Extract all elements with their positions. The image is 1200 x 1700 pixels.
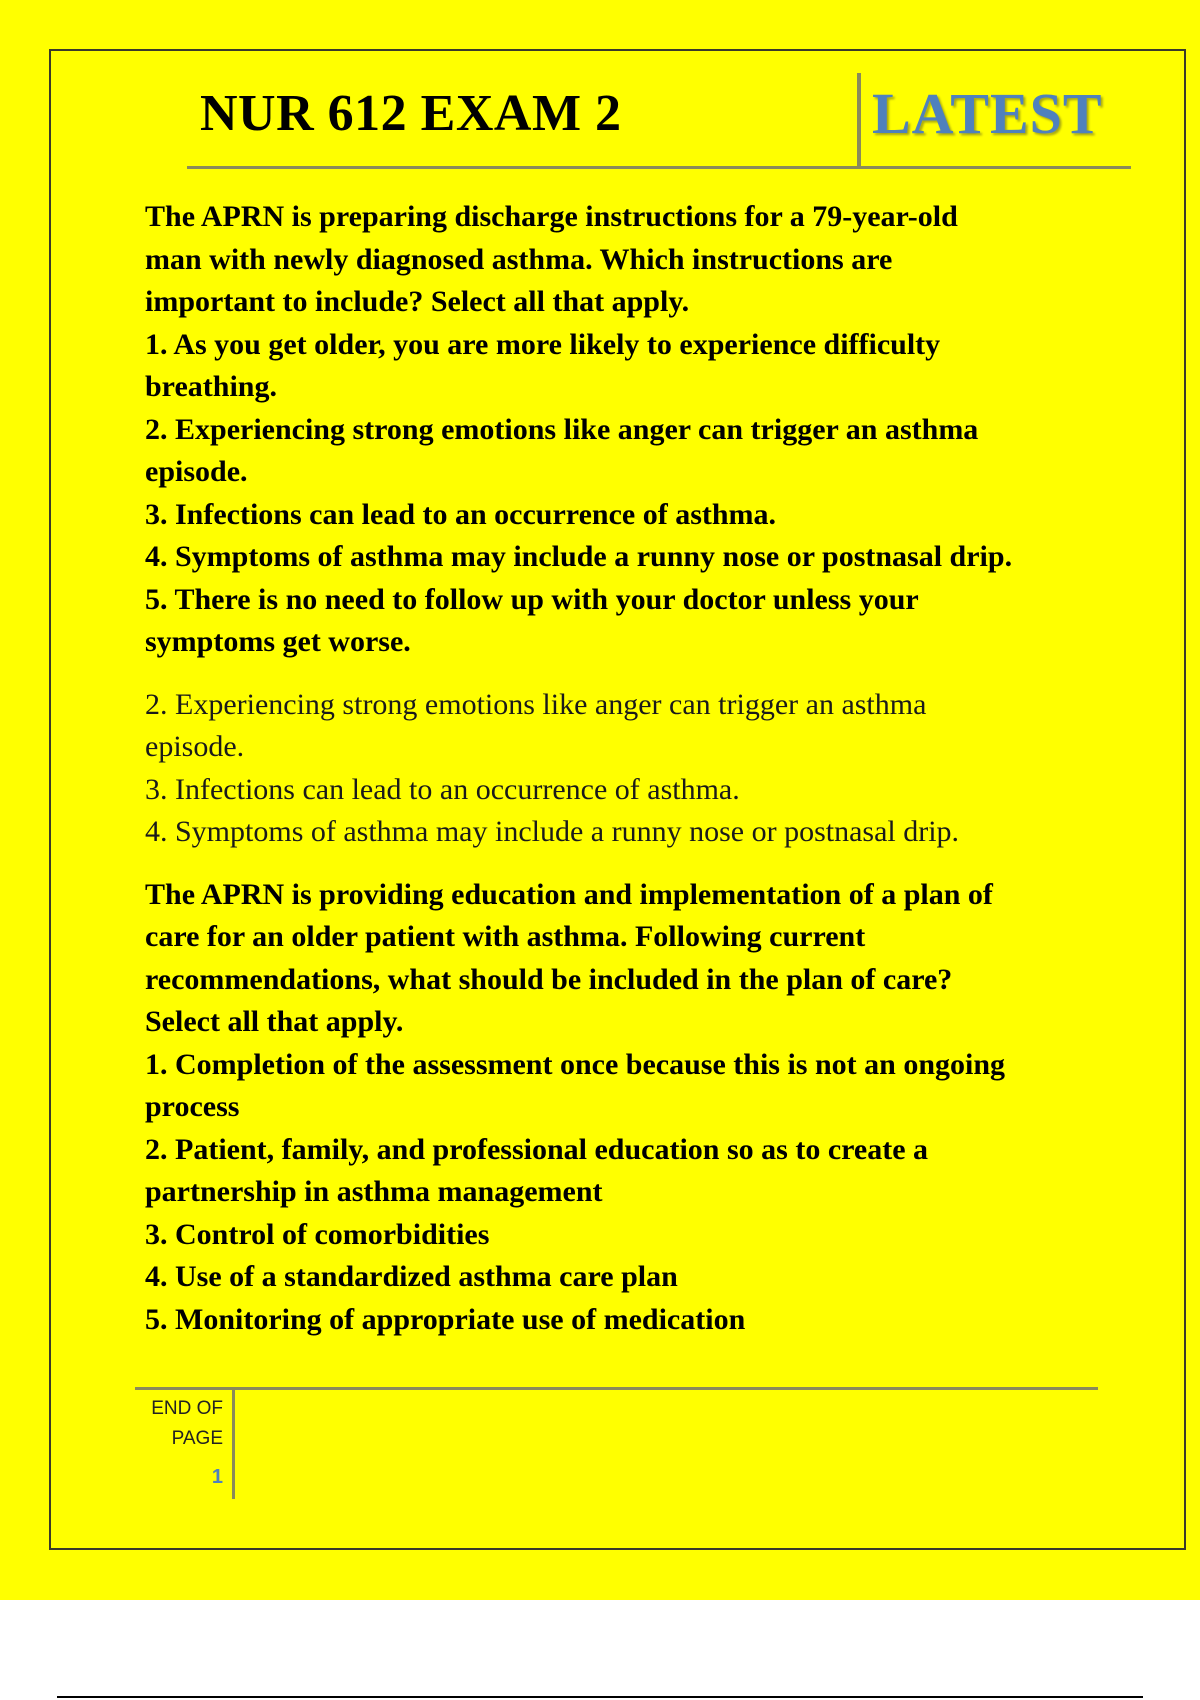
footer-divider xyxy=(232,1389,235,1499)
question-2-option-2: 2. Patient, family, and professional education so as to create a xyxy=(145,1132,929,1166)
question-1-option-5-cont: symptoms get worse. xyxy=(145,625,411,658)
title-underline xyxy=(187,166,1131,169)
question-2 xyxy=(145,874,1105,1342)
answer-3: 3. Infections can lead to an occurrence of asthma. xyxy=(145,772,740,806)
question-1-stem-line: The APRN is preparing discharge instructions for a 79-year-old xyxy=(145,200,958,233)
answer-2: 2. Experiencing strong emotions like anger can trigger an asthma xyxy=(145,687,927,721)
question-2-option-4: 4. Use of a standardized asthma care plan xyxy=(145,1260,678,1293)
question-1-option-3: 3. Infections can lead to an occurrence of asthma. xyxy=(145,497,777,531)
page-footer xyxy=(135,1394,223,1492)
question-2-option-1-cont: process xyxy=(145,1090,240,1123)
question-1-option-5: 5. There is no need to follow up with your doctor unless your xyxy=(145,582,919,616)
question-1 xyxy=(145,196,1105,664)
question-1-option-2-cont: episode. xyxy=(145,455,248,488)
question-1-stem-line: important to include? Select all that apply. xyxy=(145,285,690,318)
question-2-option-5: 5. Monitoring of appropriate use of medication xyxy=(145,1302,746,1336)
question-2-stem-line: Select all that apply. xyxy=(145,1005,404,1038)
question-2-option-2-cont: partnership in asthma management xyxy=(145,1175,603,1208)
question-1-option-1-cont: breathing. xyxy=(145,370,277,403)
question-2-stem-line: recommendations, what should be included in the plan of care? xyxy=(145,962,953,996)
question-1-option-1: 1. As you get older, you are more likely to experience difficulty xyxy=(145,327,941,361)
question-2-option-3: 3. Control of comorbidities xyxy=(145,1217,490,1251)
answer-4: 4. Symptoms of asthma may include a runny nose or postnasal drip. xyxy=(145,815,960,848)
page-title: NUR 612 EXAM 2 xyxy=(200,85,622,142)
question-1-option-4: 4. Symptoms of asthma may include a runny nose or postnasal drip. xyxy=(145,540,1013,573)
question-2-stem-line: care for an older patient with asthma. Following current xyxy=(145,920,866,953)
title-divider xyxy=(857,73,861,168)
question-1-stem-line: man with newly diagnosed asthma. Which instructions are xyxy=(145,242,893,276)
bottom-rule xyxy=(57,1696,1143,1698)
question-2-stem-line: The APRN is providing education and implementation of a plan of xyxy=(145,877,993,911)
footer-label-line-2: PAGE xyxy=(171,1428,223,1449)
answer-2-cont: episode. xyxy=(145,730,245,763)
footer-label-line-1: END OF xyxy=(151,1398,223,1419)
latest-tag: LATEST xyxy=(872,81,1103,146)
page-number: 1 xyxy=(211,1466,223,1488)
question-1-option-2: 2. Experiencing strong emotions like anger can trigger an asthma xyxy=(145,412,979,446)
footer-rule xyxy=(135,1387,1098,1390)
question-1-answers xyxy=(145,684,1105,854)
page-content xyxy=(145,196,1105,1341)
question-2-option-1: 1. Completion of the assessment once because this is not an ongoing xyxy=(145,1047,1006,1081)
